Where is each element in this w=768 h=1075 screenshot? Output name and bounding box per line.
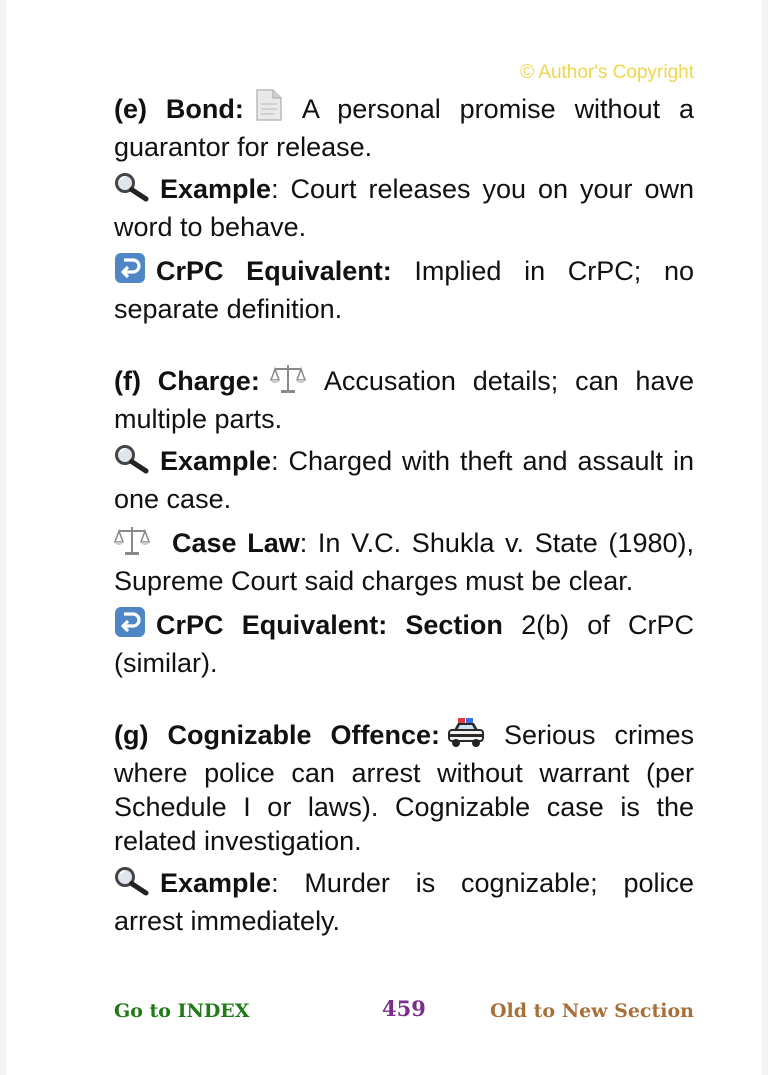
page — [6, 0, 762, 1075]
bond-crpc-label: CrPC Equivalent: — [156, 256, 392, 286]
page-footer — [114, 996, 694, 1026]
magnifying-glass-icon — [114, 866, 150, 904]
bond-example — [114, 172, 694, 244]
charge-term: (f) Charge: — [114, 366, 260, 396]
document-icon — [254, 88, 284, 130]
charge-example-text: : Charged with theft and assault in one case. — [114, 446, 694, 514]
balance-scale-icon — [114, 524, 150, 564]
bond-example-label: Example — [160, 174, 272, 204]
bond-crpc-text: Implied in CrPC; no separate definition. — [114, 256, 694, 324]
cognizable-definition — [114, 716, 694, 858]
bond-term: (e) Bond: — [114, 94, 244, 124]
bond-crpc-equivalent — [114, 252, 694, 326]
charge-definition — [114, 362, 694, 436]
charge-definition-text: Accusation details; can have multiple parts. — [114, 366, 694, 434]
cognizable-definition-text: Serious crimes where police can arrest without warrant (per Schedule I or laws). Cognizable case is the related investigation. — [114, 720, 694, 856]
page-number: 459 — [382, 996, 426, 1021]
charge-example — [114, 444, 694, 516]
police-car-icon — [446, 716, 486, 756]
content — [114, 60, 694, 946]
charge-example-label: Example — [160, 446, 272, 476]
go-to-index-link[interactable]: Go to INDEX — [114, 1000, 250, 1022]
charge-crpc-text: 2(b) of CrPC (similar). — [114, 610, 694, 678]
right-arrow-curving-left-icon — [114, 606, 146, 646]
charge-crpc-equivalent — [114, 606, 694, 680]
charge-crpc-label: CrPC Equivalent: Section — [156, 610, 503, 640]
charge-caselaw-text: : In V.C. Shukla v. State (1980), Supreme Court said charges must be clear. — [114, 528, 694, 596]
old-to-new-section-link[interactable]: Old to New Section — [489, 1000, 694, 1022]
right-arrow-curving-left-icon — [114, 252, 146, 292]
bond-example-text: : Court releases you on your own word to behave. — [114, 174, 694, 242]
cognizable-example-text: : Murder is cognizable; police arrest immediately. — [114, 868, 694, 936]
charge-caselaw-label: Case Law — [172, 528, 300, 558]
cognizable-example — [114, 866, 694, 938]
magnifying-glass-icon — [114, 444, 150, 482]
cognizable-term: (g) Cognizable Offence: — [114, 720, 440, 750]
bond-definition — [114, 88, 694, 164]
balance-scale-icon — [270, 362, 306, 402]
cognizable-example-label: Example — [160, 868, 272, 898]
bond-definition-text: A personal promise without a guarantor for release. — [114, 94, 694, 162]
magnifying-glass-icon — [114, 172, 150, 210]
copyright-notice: © Author's Copyright — [520, 62, 694, 83]
charge-case-law — [114, 524, 694, 598]
